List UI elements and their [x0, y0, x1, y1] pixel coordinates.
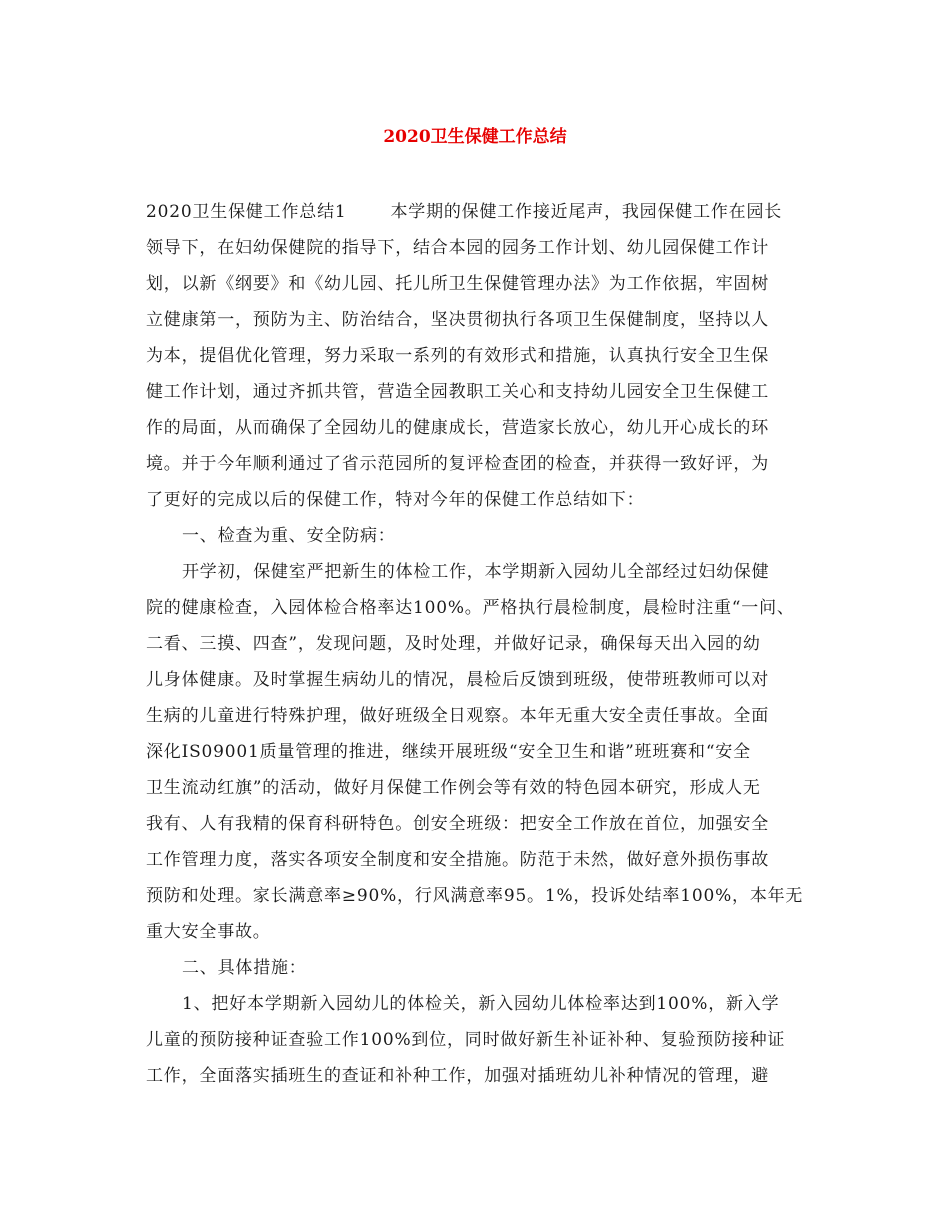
text-line: 儿童的预防接种证查验工作100%到位，同时做好新生补证补种、复验预防接种证 — [146, 1030, 786, 1050]
text-line — [146, 194, 806, 230]
text-line: 了更好的完成以后的保健工作，特对今年的保健工作总结如下： — [146, 490, 645, 510]
text-line: 重大安全事故。 — [146, 922, 271, 942]
text-line: 立健康第一，预防为主、防治结合，坚决贯彻执行各项卫生保健制度，坚持以人 — [146, 310, 769, 330]
text-line: 深化IS09001质量管理的推进，继续开展班级“安全卫生和谐”班班赛和“安全 — [146, 742, 751, 762]
text-line: 我有、人有我精的保育科研特色。创安全班级：把安全工作放在首位，加强安全 — [146, 814, 769, 834]
text-line: 二看、三摸、四查”，发现问题，及时处理，并做好记录，确保每天出入园的幼 — [146, 634, 761, 654]
text-line: 划，以新《纲要》和《幼儿园、托儿所卫生保健管理办法》为工作依据，牢固树 — [146, 274, 769, 294]
text-line: 院的健康检查，入园体检合格率达100%。严格执行晨检制度，晨检时注重“一问、 — [146, 598, 795, 618]
document-body — [146, 194, 806, 1094]
section-heading-inline: 2020卫生保健工作总结1 — [146, 202, 347, 222]
text-line: 境。并于今年顺利通过了省示范园所的复评检查团的检查，并获得一致好评，为 — [146, 454, 769, 474]
text-line: 作的局面，从而确保了全园幼儿的健康成长，营造家长放心，幼儿开心成长的环 — [146, 418, 769, 438]
text-line: 工作，全面落实插班生的查证和补种工作，加强对插班幼儿补种情况的管理，避 — [146, 1066, 769, 1086]
section-heading: 二、具体措施： — [182, 958, 307, 978]
document-title: 2020卫生保健工作总结 — [383, 127, 567, 147]
text-line: 工作管理力度，落实各项安全制度和安全措施。防范于未然，做好意外损伤事故 — [146, 850, 769, 870]
text-line: 预防和处理。家长满意率≥90%，行风满意率95。1%，投诉处结率100%，本年无 — [146, 886, 804, 906]
text-line-tail: 本学期的保健工作接近尾声，我园保健工作在园长 — [390, 202, 783, 222]
text-line: 1、把好本学期新入园幼儿的体检关，新入园幼儿体检率达到100%，新入学 — [182, 994, 780, 1014]
text-line: 开学初，保健室严把新生的体检工作，本学期新入园幼儿全部经过妇幼保健 — [182, 562, 770, 582]
text-line: 领导下，在妇幼保健院的指导下，结合本园的园务工作计划、幼儿园保健工作计 — [146, 238, 769, 258]
text-line: 卫生流动红旗”的活动，做好月保健工作例会等有效的特色园本研究，形成人无 — [146, 778, 761, 798]
section-heading: 一、检查为重、安全防病： — [182, 526, 396, 546]
text-line: 生病的儿童进行特殊护理，做好班级全日观察。本年无重大安全责任事故。全面 — [146, 706, 769, 726]
text-line: 健工作计划，通过齐抓共管，营造全园教职工关心和支持幼儿园安全卫生保健工 — [146, 382, 769, 402]
text-line: 儿身体健康。及时掌握生病幼儿的情况，晨检后反馈到班级，使带班教师可以对 — [146, 670, 769, 690]
text-line: 为本，提倡优化管理，努力采取一系列的有效形式和措施，认真执行安全卫生保 — [146, 346, 769, 366]
